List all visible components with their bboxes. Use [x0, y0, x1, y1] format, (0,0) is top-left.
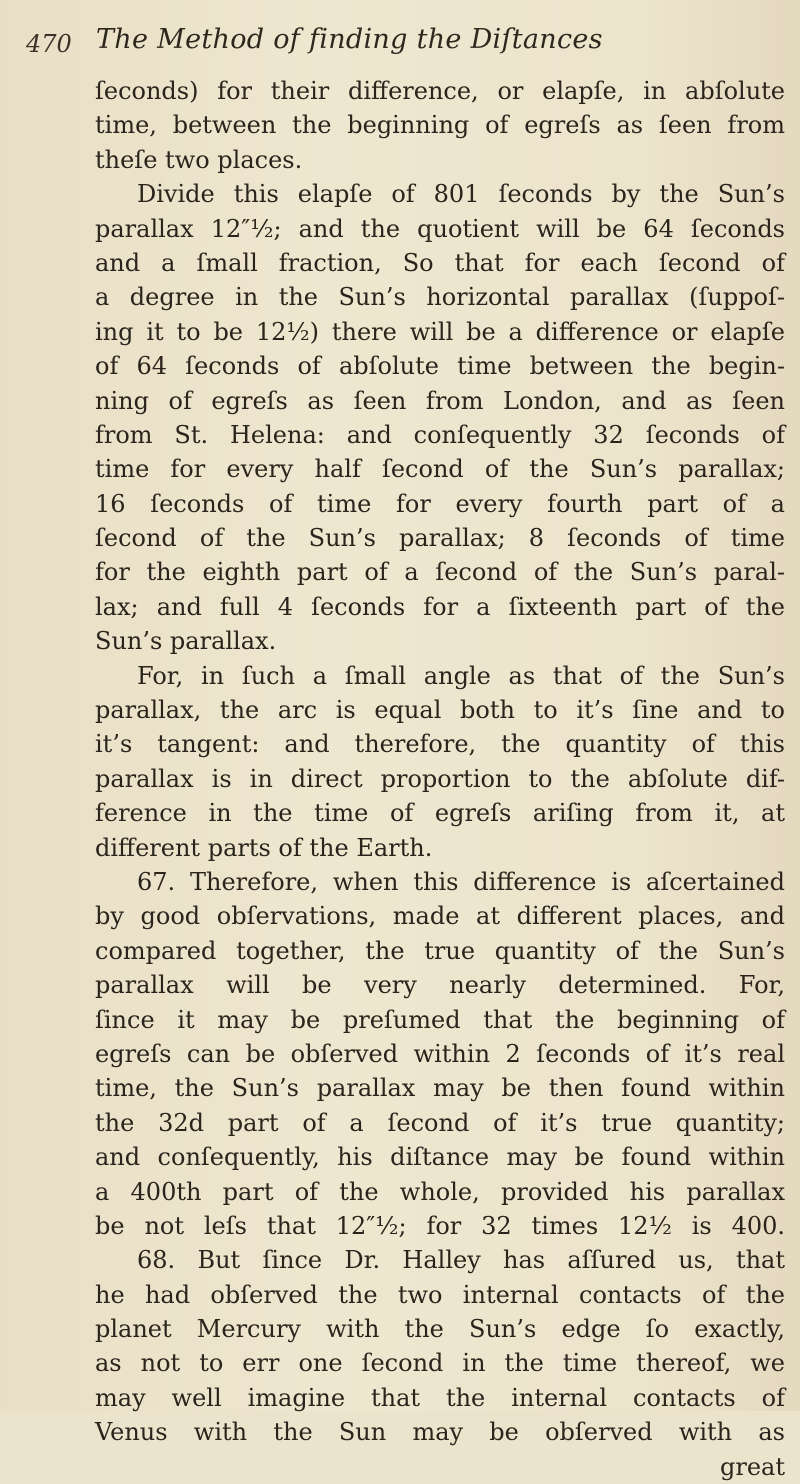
text-line: from St. Helena: and conſequently 32 ſeconds of — [95, 420, 785, 449]
text-line: be not leſs that 12″½; for 32 times 12½ is 400. — [95, 1211, 785, 1240]
text-line: he had obſerved the two internal contacts of the — [95, 1280, 785, 1309]
text-line: parallax will be very nearly determined. For, — [95, 971, 785, 1000]
text-line: time, the Sun’s parallax may be then found within — [95, 1074, 785, 1103]
text-line: theſe two places. — [95, 145, 303, 174]
text-line: ning of egreſs as ſeen from London, and as ſeen — [95, 386, 785, 415]
text-line: time, between the beginning of egreſs as ſeen from — [95, 111, 785, 140]
text-line: time for every half ſecond of the Sun’s parallax; — [95, 455, 785, 484]
text-line: ſeconds) for their difference, or elapſe, in abſolute — [95, 77, 785, 105]
text-line: and a ſmall fraction, So that for each ſecond of — [95, 248, 785, 277]
text-line: great — [720, 1452, 785, 1481]
text-line: Venus with the Sun may be obſerved with as — [95, 1418, 785, 1447]
text-line: For, in ſuch a ſmall angle as that of the Sun’s — [137, 661, 785, 690]
text-line: parallax, the arc is equal both to it’s ſine and to — [95, 696, 785, 725]
text-line: parallax 12″½; and the quotient will be 64 ſeconds — [95, 214, 785, 243]
text-line: 16 ſeconds of time for every fourth part of a — [95, 489, 785, 518]
page-number: 470 — [26, 30, 72, 58]
body-text — [95, 74, 785, 1484]
text-line: different parts of the Earth. — [95, 833, 433, 862]
text-line: as not to err one ſecond in the time thereof, we — [95, 1349, 785, 1378]
text-line: egreſs can be obſerved within 2 ſeconds of it’s real — [95, 1039, 785, 1068]
text-line: of 64 ſeconds of abſolute time between the begin- — [95, 352, 785, 381]
text-line: a degree in the Sun’s horizontal parallax (ſuppoſ- — [95, 283, 785, 312]
text-line: ing it to be 12½) there will be a difference or elapſe — [95, 317, 785, 346]
text-line: by good obſervations, made at different places, and — [95, 902, 785, 931]
text-line: parallax is in direct proportion to the abſolute dif- — [95, 764, 785, 793]
text-line: for the eighth part of a ſecond of the Sun’s paral- — [95, 558, 785, 587]
text-line: planet Mercury with the Sun’s edge ſo exactly, — [95, 1315, 785, 1344]
text-line: and conſequently, his diſtance may be found within — [95, 1143, 785, 1172]
text-line: it’s tangent: and therefore, the quantity of this — [95, 730, 785, 759]
running-head: The Method of finding the Diſtances — [96, 24, 603, 55]
text-line: ference in the time of egreſs ariſing from it, at — [95, 799, 785, 828]
text-line: may well imagine that the internal contacts of — [95, 1383, 785, 1412]
text-line: Divide this elapſe of 801 ſeconds by the Sun’s — [137, 180, 785, 209]
text-line: the 32d part of a ſecond of it’s true quantity; — [95, 1108, 785, 1137]
text-line: ſecond of the Sun’s parallax; 8 ſeconds of time — [95, 524, 785, 553]
text-line: ſince it may be preſumed that the beginning of — [95, 1005, 785, 1034]
text-line: a 400th part of the whole, provided his parallax — [95, 1177, 785, 1206]
text-line: lax; and full 4 ſeconds for a ſixteenth part of the — [95, 592, 785, 621]
text-line: compared together, the true quantity of the Sun’s — [95, 936, 785, 965]
text-line: Sun’s parallax. — [95, 627, 277, 656]
text-line: 67. Therefore, when this difference is aſcertained — [137, 867, 785, 896]
text-line: 68. But ſince Dr. Halley has aſſured us, that — [137, 1246, 785, 1275]
